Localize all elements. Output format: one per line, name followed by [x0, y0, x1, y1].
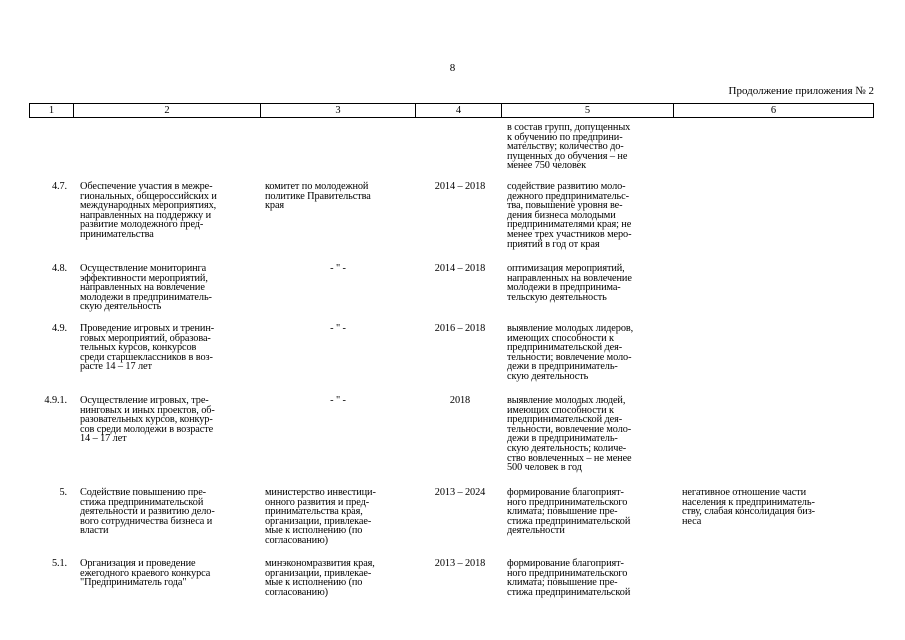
continuation-caption: Продолжение приложения № 2 — [728, 85, 874, 97]
row-executor: - " - — [330, 263, 346, 274]
header-col-6: 6 — [770, 105, 777, 116]
row-period: 2016 – 2018 — [434, 323, 486, 334]
row-result: формирование благоприят- ного предпринимательского климата; повышение пре- стижа предпринимательской — [507, 558, 631, 598]
row-result: выявление молодых людей, имеющих способности к предпринимательской дея- тельности, вовлечение моло- дежи в предприниматель- скую деятельность; количе- ство вовлеченных – не менее 500 человек в год — [507, 395, 632, 474]
row-result: оптимизация мероприятий, направленных на вовлечение молодежи в предпринима- тельскую деятельность — [507, 263, 632, 303]
row-risks: негативное отношение части населения к предприниматель- ству, слабая консолидация биз- неса — [682, 487, 816, 527]
row-measure: Организация и проведение ежегодного краевого конкурса "Предприниматель года" — [80, 558, 211, 589]
header-col-5: 5 — [502, 104, 674, 117]
row-number: 5.1. — [51, 558, 67, 569]
row-measure: Содействие повышению пре- стижа предпринимательской деятельности и развитию дело- вого сотрудничества бизнеса и власти — [80, 487, 215, 537]
page-number: 8 — [449, 62, 456, 74]
row-measure: Осуществление мониторинга эффективности мероприятий, направленных на вовлечение молодежи в предприниматель- скую деятельность — [80, 263, 212, 313]
row-period: 2014 – 2018 — [434, 263, 486, 274]
row-number: 5. — [59, 487, 67, 498]
header-col-2: 2 — [74, 104, 261, 117]
row-period: 2018 — [449, 395, 471, 406]
row-number: 4.7. — [51, 181, 67, 192]
table-header — [29, 103, 874, 118]
row-measure: Осуществление игровых, тре- нинговых и иных проектов, об- разовательных курсов, конкур- сов среди молодежи в возрасте 14 – 17 лет — [80, 395, 215, 445]
row-number: 4.9. — [51, 323, 67, 334]
row-measure: Проведение игровых и тренин- говых мероприятий, образова- тельных курсов, конкурсов среди старшеклассников в воз- расте 14 – 17 лет — [80, 323, 215, 373]
row-result: содействие развитию моло- дежного предпринимательс- тва, повышение уровня ве- дения бизнеса молодыми предпринимателями края; не менее трех участников меро- приятий в год от края — [507, 181, 632, 250]
row-executor: минэкономразвития края, организации, привлекае- мые к исполнению (по согласованию) — [265, 558, 375, 598]
row-result: в состав групп, допущенных к обучению по предприни- мательству; количество до- пущенных до обучения – не менее 750 человек — [507, 122, 631, 172]
row-executor: министерство инвестици- онного развития и пред- принимательства края, организации, привлекае- мые к исполнению (по согласованию) — [265, 487, 376, 546]
row-executor: комитет по молодежной политике Правительства края — [265, 181, 371, 212]
row-executor: - " - — [330, 395, 346, 406]
header-col-4: 4 — [416, 104, 502, 117]
row-measure: Обеспечение участия в межре- гиональных, общероссийских и международных мероприятиях, направленных на поддержку и развитие молодежного пред- принимательства — [80, 181, 217, 240]
header-col-1: 1 — [30, 104, 74, 117]
header-col-3: 3 — [261, 104, 416, 117]
row-period: 2013 – 2024 — [434, 487, 486, 498]
row-executor: - " - — [330, 323, 346, 334]
row-number: 4.8. — [51, 263, 67, 274]
row-result: выявление молодых лидеров, имеющих способности к предпринимательской дея- тельности; вовлечение моло- дежи в предприниматель- скую деятельность — [507, 323, 634, 382]
row-number: 4.9.1. — [44, 395, 67, 406]
row-result: формирование благоприят- ного предпринимательского климата; повышение пре- стижа предпринимательской деятельности — [507, 487, 631, 537]
row-period: 2013 – 2018 — [434, 558, 486, 569]
row-period: 2014 – 2018 — [434, 181, 486, 192]
